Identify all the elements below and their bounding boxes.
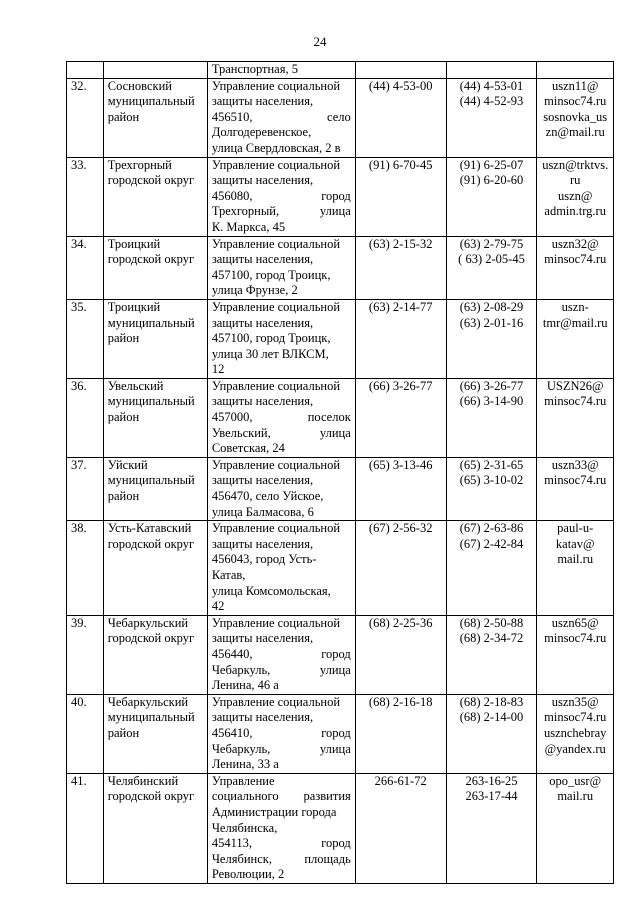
cell-email [537,521,614,616]
address-line [212,647,351,663]
cell-phone-main [355,773,446,883]
email-line: mail.ru [557,789,594,804]
phone-number: (65) 3-13-46 [368,457,433,472]
email-line: zn@mail.ru [545,125,605,140]
page-number: 24 [313,34,327,49]
row-number: 38. [71,521,87,536]
cell-phone-extra [446,62,537,79]
cell-num [67,694,104,773]
address-word: 456440, [211,646,253,661]
region-line: муниципальный [107,394,195,409]
address-word: социального [211,789,279,804]
address-line [212,426,351,442]
cell-address [207,615,355,694]
address-line: улица Свердловская, 2 в [211,140,341,155]
address-line: защиты населения, [211,631,314,646]
address-line [212,663,351,679]
address-word: развития [303,789,351,804]
address-line: Управление социальной [211,299,341,314]
email-line: mail.ru [557,552,594,567]
cell-num [67,378,104,457]
cell-num [67,457,104,520]
address-line: Транспортная, 5 [211,62,298,76]
continuation-row [67,62,614,79]
address-line: защиты населения, [211,394,314,409]
cell-address [207,236,355,299]
phone-number: (68) 2-14-00 [459,710,524,725]
cell-region [103,694,207,773]
cell-num [67,773,104,883]
address-word: площадь [304,851,351,866]
address-line: защиты населения, [211,710,314,725]
phone-number: 263-16-25 [465,773,518,788]
cell-email [537,62,614,79]
address-line: Катав, [211,568,246,582]
email-line: uszn11@ [551,78,599,93]
cell-email [537,773,614,883]
phone-number: (68) 2-34-72 [459,631,524,646]
address-line [212,204,351,220]
address-line: Управление социальной [211,157,341,172]
address-word: поселок [307,410,351,425]
region-line: муниципальный [107,94,195,109]
email-line: opo_usr@ [549,773,602,788]
cell-phone-extra [446,236,537,299]
region-line: городской округ [107,173,195,188]
cell-num [67,236,104,299]
phone-number: (91) 6-25-07 [459,157,524,172]
cell-address [207,157,355,236]
address-line: Управление социальной [211,378,341,393]
table-row [67,615,614,694]
cell-phone-main [355,62,446,79]
cell-phone-extra [446,299,537,378]
address-word: город [321,188,351,203]
cell-region [103,521,207,616]
cell-phone-extra [446,378,537,457]
phone-number: (91) 6-20-60 [459,173,524,188]
cell-email [537,78,614,157]
row-number: 32. [71,78,87,93]
email-line: uszn32@ [551,236,599,251]
phone-number: ( 63) 2-05-45 [458,252,525,267]
address-line: Управление социальной [211,236,341,251]
row-number: 34. [71,236,87,251]
region-line: район [107,410,140,425]
cell-phone-main [355,299,446,378]
cell-email [537,299,614,378]
phone-number: (63) 2-01-16 [459,315,524,330]
region-line: городской округ [107,252,195,267]
address-line: Долгодеревенское, [211,125,312,140]
phone-number: (63) 2-15-32 [368,236,433,251]
phone-number: (67) 2-63-86 [459,521,524,536]
email-line: uszn- [561,299,589,314]
table-row [67,773,614,883]
address-word: Челябинск, [211,851,272,866]
phone-number: 266-61-72 [374,773,427,788]
cell-address [207,773,355,883]
email-line: minsoc74.ru [544,252,607,267]
address-word: 454113, [211,836,252,851]
phone-number: (66) 3-26-77 [459,378,524,393]
address-line: Управление социальной [211,694,341,709]
region-line: Увельский [107,378,164,393]
address-word: Увельский, [211,425,271,440]
cell-phone-extra [446,78,537,157]
cell-phone-main [355,78,446,157]
region-line: Троицкий [107,299,161,314]
address-word: город [321,725,351,740]
address-line: 42 [211,599,225,614]
email-line: paul-u- [557,521,594,536]
cell-address [207,299,355,378]
address-line: 457100, город Троицк, [211,331,331,346]
address-line: улица 30 лет ВЛКСМ, [211,346,329,361]
cell-num [67,521,104,616]
region-line: городской округ [107,789,195,804]
email-line: minsoc74.ru [544,94,607,109]
table-row [67,378,614,457]
address-line: Революции, 2 [211,867,285,882]
region-line: Троицкий [107,236,161,251]
address-line: защиты населения, [211,315,314,330]
region-line: Челябинский [107,773,179,788]
cell-phone-extra [446,694,537,773]
cell-num [67,157,104,236]
address-line: Ленина, 46 а [211,678,279,693]
cell-address [207,694,355,773]
region-line: район [107,109,140,124]
address-line: улица Балмасова, 6 [211,504,314,519]
region-line: Усть-Катавский [107,521,192,536]
cell-region [103,62,207,79]
region-line: городской округ [107,536,195,551]
address-line: Ленина, 33 а [211,757,279,772]
row-number: 36. [71,378,87,393]
phone-number: (44) 4-52-93 [459,94,524,109]
address-line: Управление социальной [211,78,341,93]
table-row [67,157,614,236]
address-word: улица [319,741,351,756]
row-number: 41. [71,773,87,788]
address-line [212,742,351,758]
email-line: minsoc74.ru [544,631,607,646]
table-row [67,236,614,299]
address-word: Трехгорный, [211,204,280,219]
email-line: @yandex.ru [544,741,606,756]
email-line: uszn@ [557,188,593,203]
phone-number: (91) 6-70-45 [368,157,433,172]
email-line: usznchebray [543,725,607,740]
address-line: 456470, село Уйское, [211,489,324,504]
phone-number: (68) 2-25-36 [368,615,433,630]
email-line: uszn35@ [551,694,599,709]
cell-region [103,299,207,378]
region-line: Трехгорный [107,157,172,172]
address-line: 12 [211,362,225,377]
region-line: Уйский [107,457,148,472]
region-line: Сосновский [107,78,172,93]
cell-email [537,157,614,236]
phone-number: (63) 2-14-77 [368,299,433,314]
address-word: 456410, [211,725,253,740]
address-line: Управление социальной [211,521,341,536]
cell-phone-main [355,615,446,694]
address-word: улица [319,204,351,219]
phone-number: (63) 2-79-75 [459,236,524,251]
address-line: Челябинска, [211,820,278,835]
address-line: 457100, город Троицк, [211,267,331,282]
phone-number: (68) 2-50-88 [459,615,524,630]
cell-address [207,457,355,520]
address-word: 457000, [211,410,253,425]
phone-number: (66) 3-26-77 [368,378,433,393]
address-word: село [327,109,351,124]
phone-number: (65) 2-31-65 [459,457,524,472]
phone-number: (68) 2-16-18 [368,694,433,709]
cell-address [207,521,355,616]
address-line: Управление [211,773,275,788]
email-line: tmr@mail.ru [542,315,608,330]
address-line [212,189,351,205]
cell-phone-main [355,521,446,616]
region-line: район [107,331,140,346]
address-line [212,726,351,742]
address-line: Администрации города [211,804,337,819]
address-line: К. Маркса, 45 [211,219,286,234]
phone-number: (63) 2-08-29 [459,299,524,314]
cell-phone-main [355,236,446,299]
address-word: Чебаркуль, [211,741,271,756]
cell-num [67,299,104,378]
address-line [212,789,351,805]
region-line: городской округ [107,631,195,646]
table-row [67,299,614,378]
phone-number: (65) 3-10-02 [459,473,524,488]
email-line: ru [569,173,581,188]
email-line: admin.trg.ru [544,204,606,219]
email-line: minsoc74.ru [544,473,607,488]
cell-email [537,694,614,773]
cell-phone-main [355,457,446,520]
address-word: улица [319,425,351,440]
row-number: 33. [71,157,87,172]
row-number: 39. [71,615,87,630]
table-body [67,62,614,884]
table-row [67,78,614,157]
address-word: город [321,836,351,851]
email-line: uszn33@ [551,457,599,472]
address-word: 456080, [211,188,253,203]
cell-email [537,615,614,694]
address-line: Управление социальной [211,457,341,472]
region-line: муниципальный [107,473,195,488]
email-line: katav@ [555,536,595,551]
row-number: 37. [71,457,87,472]
address-word: Чебаркуль, [211,662,271,677]
cell-phone-extra [446,157,537,236]
cell-region [103,615,207,694]
cell-region [103,157,207,236]
row-number: 35. [71,299,87,314]
cell-phone-main [355,157,446,236]
phone-number: (44) 4-53-01 [459,78,524,93]
cell-phone-extra [446,521,537,616]
email-line: uszn@trktvs. [542,157,609,172]
address-line [212,110,351,126]
cell-region [103,78,207,157]
phone-number: (67) 2-42-84 [459,536,524,551]
address-line: Советская, 24 [211,441,285,456]
region-line: Чебаркульский [107,615,189,630]
email-line: uszn65@ [551,615,599,630]
cell-address [207,78,355,157]
social-protection-table [66,61,614,884]
region-line: Чебаркульский [107,694,189,709]
address-line [212,836,351,852]
cell-email [537,236,614,299]
table-row [67,521,614,616]
cell-num [67,78,104,157]
region-line: муниципальный [107,710,195,725]
cell-num [67,615,104,694]
cell-address [207,62,355,79]
cell-region [103,378,207,457]
address-line: защиты населения, [211,536,314,551]
phone-number: (67) 2-56-32 [368,521,433,536]
cell-region [103,457,207,520]
address-line: улица Комсомольская, [211,583,331,598]
cell-email [537,378,614,457]
table-row [67,457,614,520]
address-word: город [321,646,351,661]
cell-address [207,378,355,457]
address-line: защиты населения, [211,252,314,267]
email-line: minsoc74.ru [544,710,607,725]
region-line: муниципальный [107,315,195,330]
phone-number: (68) 2-18-83 [459,694,524,709]
address-line: защиты населения, [211,94,314,109]
address-line: улица Фрунзе, 2 [211,283,298,298]
address-line: защиты населения, [211,173,314,188]
cell-phone-extra [446,457,537,520]
email-line: sosnovka_us [543,109,608,124]
cell-phone-main [355,694,446,773]
row-number: 40. [71,694,87,709]
region-line: район [107,489,140,504]
address-line [212,410,351,426]
cell-email [537,457,614,520]
address-word: улица [319,662,351,677]
cell-phone-extra [446,615,537,694]
email-line: USZN26@ [546,378,604,393]
phone-number: (66) 3-14-90 [459,394,524,409]
address-line: Управление социальной [211,615,341,630]
cell-num [67,62,104,79]
table-row [67,694,614,773]
cell-region [103,236,207,299]
email-line: minsoc74.ru [544,394,607,409]
address-line: 456043, город Усть- [211,552,317,567]
cell-region [103,773,207,883]
cell-phone-main [355,378,446,457]
address-line [212,852,351,868]
address-word: 456510, [211,109,253,124]
phone-number: 263-17-44 [465,789,518,804]
address-line: защиты населения, [211,473,314,488]
phone-number: (44) 4-53-00 [368,78,433,93]
cell-phone-extra [446,773,537,883]
region-line: район [107,725,140,740]
